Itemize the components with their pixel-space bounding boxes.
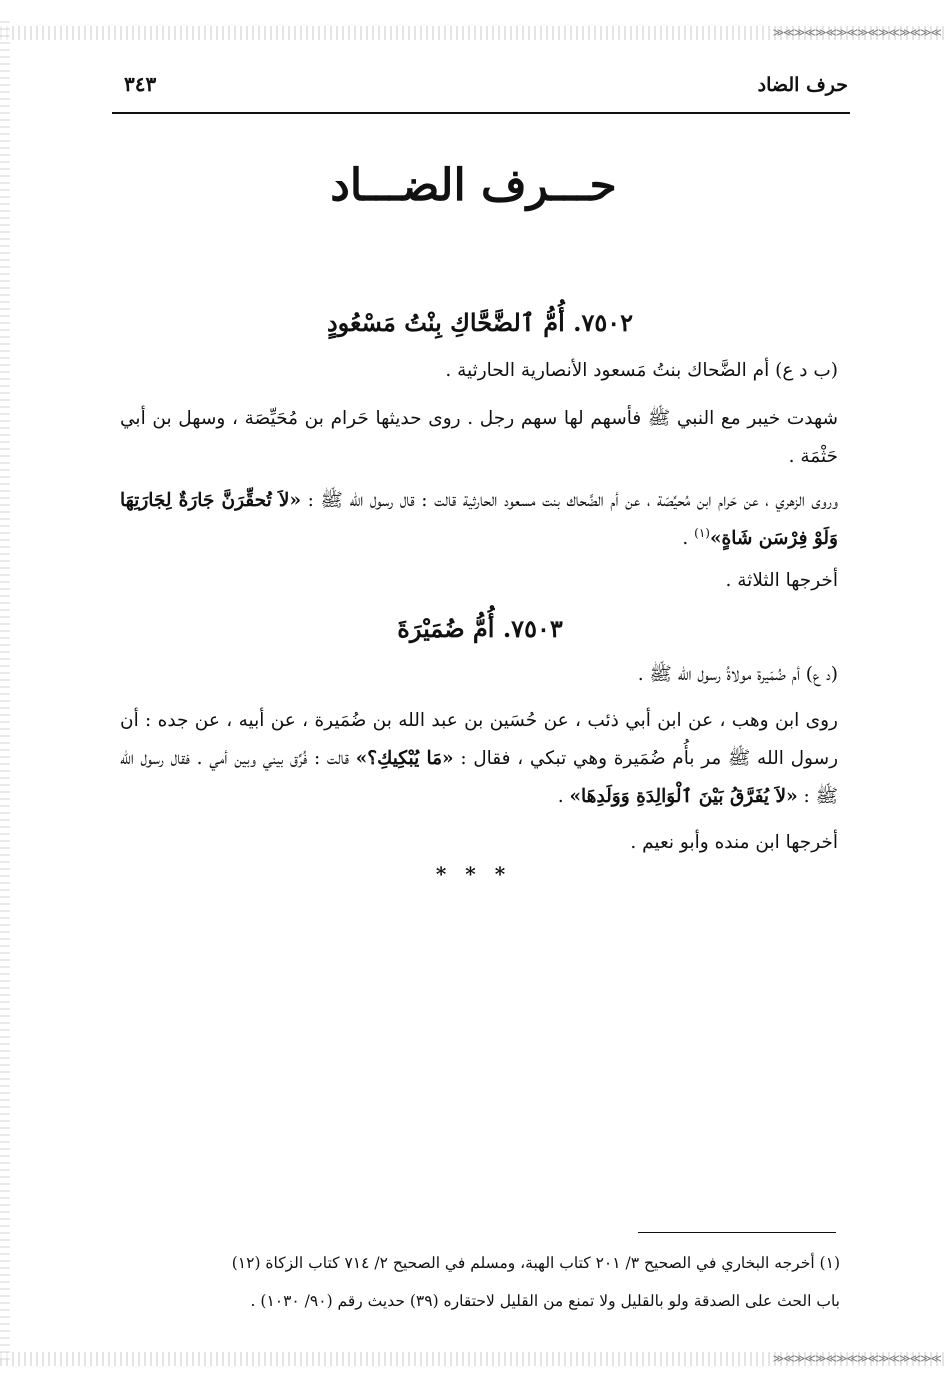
header-rule xyxy=(112,112,850,114)
page-number: ٣٤٣ xyxy=(124,72,157,96)
entry-7502-paragraph-3 xyxy=(120,482,838,558)
section-separator: * * * xyxy=(435,862,512,886)
border-chain-ornament-top: ≫≪≫≪≫≪≫≪≫≪≫≪≫≪≫≪ xyxy=(772,26,941,39)
footnote xyxy=(118,1244,840,1320)
hadith-quote: «لاَ تُحقِّرَنَّ جَارَةٌ لِجَارَتِهَا وَلَوْ فِرْسَن شَاةٍ» xyxy=(120,490,838,549)
footnote-rule xyxy=(638,1232,836,1233)
entry-heading-7502: ٧٥٠٢. أُمُّ ٱلضَّحَّاكِ بِنْتُ مَسْعُودٍ xyxy=(326,308,634,337)
paragraph-text: وروى الزهري ، عن حَرام ابن مُحيِّصَة ، عن أم الضَّحاك بنت مسعود الحارثية قالت : قال رسول الله ﷺ : xyxy=(307,490,839,511)
chapter-title: حـــرف الضـــاد xyxy=(330,160,617,211)
entry-7502-paragraph-2 xyxy=(120,400,838,476)
entry-7503-paragraph-2 xyxy=(120,702,838,816)
footnote-line: باب الحث على الصدقة ولو بالقليل ولا تمنع من القليل لاحتقاره (٣٩) حديث رقم (٩٠/ ١٠٣٠) . xyxy=(250,1292,840,1310)
entry-7502-paragraph-1 xyxy=(120,352,838,390)
paragraph-text: . xyxy=(682,528,695,549)
paragraph-text: قالت : فُرِّق بيني وبين أمي . فقال رسول الله ﷺ : xyxy=(120,748,838,807)
entry-heading-7503: ٧٥٠٣. أُمُّ ضُمَيْرَةَ xyxy=(397,614,563,643)
entry-7503-paragraph-1 xyxy=(120,656,838,694)
entry-7503-paragraph-3 xyxy=(120,824,838,862)
paragraph-text: (ب د ع) أم الضَّحاك بنتُ مَسعود الأنصارية الحارثية . xyxy=(445,360,838,381)
paragraph-text: أخرجها ابن منده وأبو نعيم . xyxy=(630,832,838,853)
hadith-quote: «لاَ يُفَرَّقُ بَيْنَ ٱلْوَالِدَةِ وَوَلَدِهَا» xyxy=(569,786,798,807)
running-title: حرف الضاد xyxy=(757,74,848,96)
border-chain-ornament-bottom: ≫≪≫≪≫≪≫≪≫≪≫≪≫≪≫≪ xyxy=(772,1352,941,1365)
paragraph-text: شهدت خيبر مع النبي ﷺ فأسهم لها سهم رجل . روى حديثها حَرام بن مُحَيِّصَة ، وسهل بن أبي حَثْمَة . xyxy=(120,408,838,467)
paragraph-text: (د ع) أم ضُمَيرة مولاةُ رسول الله ﷺ . xyxy=(637,664,838,685)
paragraph-text: . xyxy=(557,786,570,807)
paragraph-text: روى ابن وهب ، عن ابن أبي ذئب ، عن حُسَين بن عبد الله بن ضُمَيرة ، عن أبيه ، عن جده : أن رسول الله ﷺ مر بأُم ضُمَيرة وهي تبكي ، فقال : xyxy=(120,710,838,769)
footnote-marker: (١) xyxy=(694,525,710,540)
paragraph-text: أخرجها الثلاثة . xyxy=(725,570,838,591)
entry-7502-paragraph-4 xyxy=(120,562,838,600)
hadith-quote: «مَا يُبْكِيكِ؟» xyxy=(355,748,454,769)
page-border-left xyxy=(0,20,10,1360)
footnote-line: (١) أخرجه البخاري في الصحيح ٣/ ٢٠١ كتاب الهبة، ومسلم في الصحيح ٢/ ٧١٤ كتاب الزكاة (١٢) xyxy=(231,1254,840,1272)
running-header xyxy=(112,68,848,112)
